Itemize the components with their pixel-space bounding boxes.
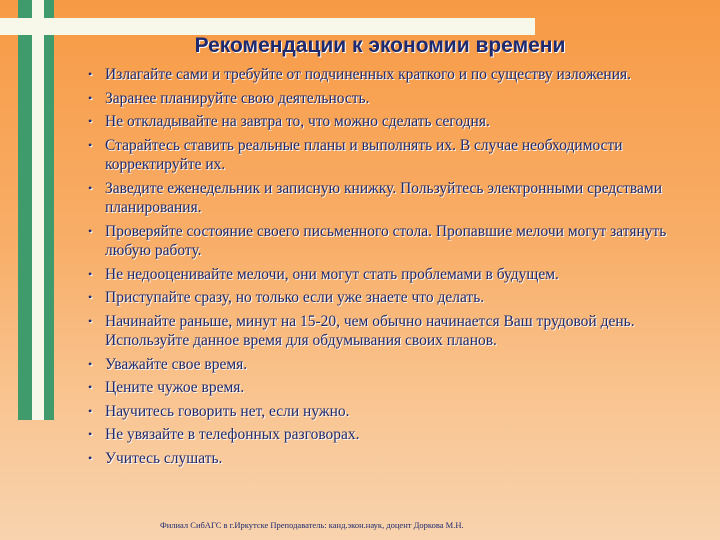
bullet-icon: • bbox=[88, 114, 93, 128]
bullet-icon: • bbox=[88, 356, 93, 371]
list-item bbox=[88, 312, 700, 351]
list-item bbox=[88, 425, 700, 445]
list-item bbox=[88, 288, 700, 308]
list-item bbox=[88, 355, 700, 375]
bullet-icon: • bbox=[88, 403, 93, 418]
list-item bbox=[88, 265, 700, 285]
bullet-icon: • bbox=[88, 290, 93, 304]
list-item-text: Приступайте сразу, но только если уже знаете что делать. bbox=[105, 289, 485, 306]
list-item bbox=[88, 222, 700, 261]
list-item-text: Не недооценивайте мелочи, они могут стать проблемами в будущем. bbox=[105, 265, 559, 283]
bullet-icon: • bbox=[88, 380, 93, 394]
decor-white-bar bbox=[0, 18, 535, 35]
bullet-icon: • bbox=[88, 180, 93, 195]
list-item bbox=[88, 112, 700, 132]
bullet-icon: • bbox=[88, 266, 93, 281]
list-item bbox=[88, 65, 700, 85]
list-item bbox=[88, 136, 700, 175]
decor-white-stripe bbox=[32, 0, 44, 420]
list-item bbox=[88, 449, 700, 469]
list-item bbox=[88, 402, 700, 422]
bullet-icon: • bbox=[88, 313, 93, 328]
list-item-text: Начинайте раньше, минут на 15-20, чем обычно начинается Ваш трудовой день. Используйте данное время для обдумывания своих планов. bbox=[105, 312, 635, 349]
list-item-text: Заведите еженедельник и записную книжку. Пользуйтесь электронными средствами планирования. bbox=[105, 179, 663, 216]
list-item bbox=[88, 378, 700, 398]
bullet-icon: • bbox=[88, 223, 93, 238]
recommendation-list bbox=[88, 65, 700, 472]
list-item-text: Научитесь говорить нет, если нужно. bbox=[105, 402, 350, 420]
list-item-text: Учитесь слушать. bbox=[105, 449, 223, 467]
slide-title: Рекомендации к экономии времени bbox=[194, 34, 566, 57]
list-item bbox=[88, 179, 700, 218]
list-item-text: Заранее планируйте свою деятельность. bbox=[105, 89, 370, 107]
list-item-text: Старайтесь ставить реальные планы и выполнять их. В случае необходимости корректируйте их. bbox=[105, 136, 623, 173]
list-item-text: Излагайте сами и требуйте от подчиненных краткого и по существу изложения. bbox=[105, 66, 632, 83]
footer-text: Филиал СибАГС в г.Иркутске Преподаватель: канд.экон.наук, доцент Доркова М.Н. bbox=[160, 520, 464, 530]
bullet-icon: • bbox=[88, 137, 93, 152]
bullet-icon: • bbox=[88, 427, 93, 441]
list-item-text: Проверяйте состояние своего письменного стола. Пропавшие мелочи могут затянуть любую работу. bbox=[105, 222, 667, 259]
bullet-icon: • bbox=[88, 90, 93, 105]
list-item-text: Не увязайте в телефонных разговорах. bbox=[105, 426, 360, 443]
list-item bbox=[88, 89, 700, 109]
list-item-text: Не откладывайте на завтра то, что можно сделать сегодня. bbox=[105, 113, 490, 130]
list-item-text: Цените чужое время. bbox=[105, 379, 245, 396]
bullet-icon: • bbox=[88, 67, 93, 81]
list-item-text: Уважайте свое время. bbox=[105, 355, 248, 373]
bullet-icon: • bbox=[88, 450, 93, 465]
